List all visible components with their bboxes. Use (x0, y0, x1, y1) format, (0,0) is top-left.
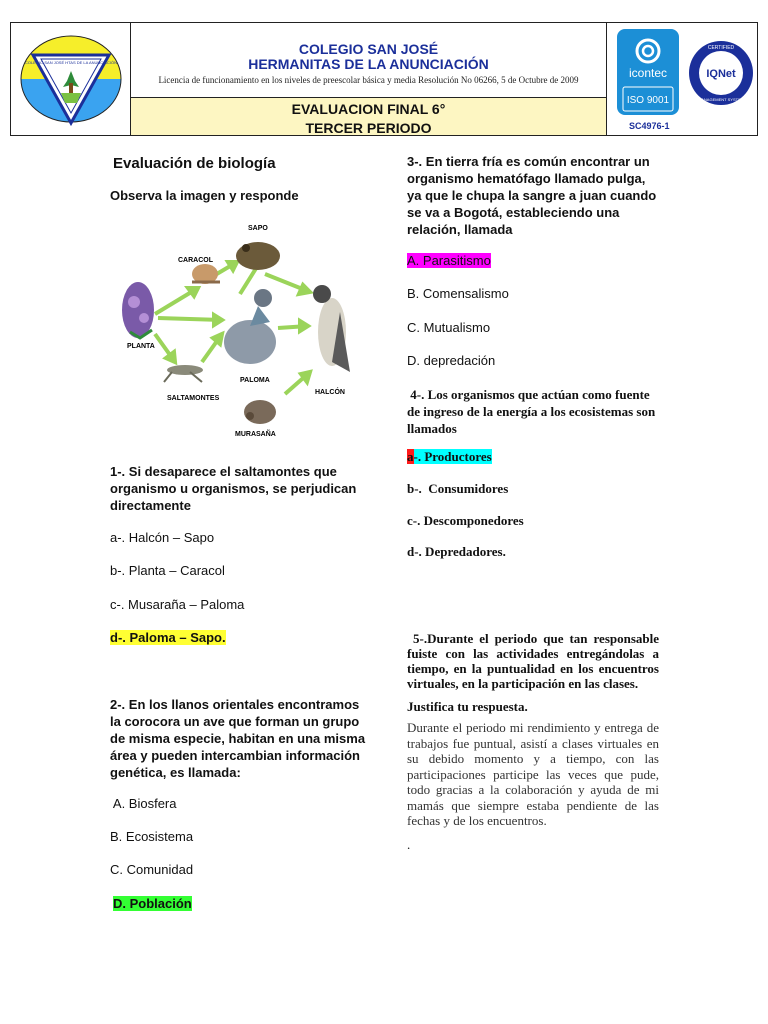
q4-option-c: c-. Descomponedores (407, 513, 524, 528)
q2-option-b: B. Ecosistema (110, 829, 194, 844)
iqnet-certified: CERTIFIED (707, 45, 735, 51)
q3-option-d: D. depredación (407, 353, 496, 368)
iqnet-mgmt: MANAGEMENT SYSTEM (697, 97, 745, 102)
q1-option-a: a-. Halcón – Sapo (110, 530, 215, 545)
icontec-brand: icontec (628, 66, 668, 80)
q4-option-a-answer: -. Productores (413, 449, 492, 464)
q1-option-c: c-. Musaraña – Paloma (110, 597, 245, 612)
school-name-line2: HERMANITAS DE LA ANUNCIACIÓN (248, 56, 489, 72)
license-text: Licencia de funcionamiento en los niveles de preescolar básica y media Resolución No 06266, 5 de Octubre de 2009 (158, 75, 579, 85)
icontec-logo (613, 27, 683, 123)
school-logo-cell (11, 23, 131, 135)
title-cell (131, 23, 607, 98)
food-web-image (110, 222, 360, 437)
toad-illustration (236, 242, 280, 270)
iso-label: ISO 9001 (626, 95, 670, 106)
label-sapo: SAPO (248, 225, 268, 232)
q3-question: 3-. En tierra fría es común encontrar un organismo hematófago llamado pulga, ya que le chupa la sangre a juan cuando se va a Bogotá, estableciendo una relación, llamada (407, 154, 657, 237)
q2-option-c: C. Comunidad (110, 862, 194, 877)
school-name-line1: COLEGIO SAN JOSÉ (298, 41, 439, 57)
instruction-text: Observa la imagen y responde (110, 188, 299, 203)
q4-question: 4-. Los organismos que actúan como fuente de ingreso de la energía a los ecosistemas son llamados (407, 387, 659, 436)
q1-option-d-answer: d-. Paloma – Sapo. (110, 630, 226, 645)
label-saltamontes: SALTAMONTES (167, 395, 220, 402)
cert-code: SC4976-1 (629, 121, 670, 131)
q3-option-a-answer: A. Parasitismo (407, 253, 491, 268)
page-title: Evaluación de biología (113, 155, 276, 172)
q2-option-d-answer: D. Población (113, 896, 192, 911)
label-planta: PLANTA (127, 343, 155, 350)
q3-option-b: B. Comensalismo (407, 286, 509, 301)
q5-justify-label: Justifica tu respuesta. (407, 699, 528, 714)
logo-text: COLEGIO SAN JOSÉ HTAS DE LA ANUNCIACIÓN (25, 60, 117, 65)
q5-question: 5-.Durante el periodo que tan responsable fuiste con las actividades entregándolas a tiempo, en la puntualidad en los encuentros virtuales, en la participación en las clases. (407, 631, 663, 691)
exam-title: EVALUACION FINAL 6° (291, 101, 446, 117)
q2-option-a: A. Biosfera (110, 796, 177, 811)
q5-answer-text: Durante el periodo mi rendimiento y entrega de trabajos fue puntual, asistí a clases virtuales en su debido momento y a tiempo, con las participaciones participe las veces que pude, todo gracias a la colaboración y ayuda de mi mamás que siempre estaba pendiente de las fechas y de los encuentros. (407, 720, 659, 828)
snail-illustration (192, 264, 220, 284)
falcon-illustration (313, 285, 350, 372)
shrew-illustration (244, 400, 276, 424)
school-logo (11, 23, 131, 135)
plant-illustration (122, 282, 154, 338)
label-paloma: PALOMA (240, 377, 270, 384)
grasshopper-illustration (164, 365, 203, 382)
q3-option-c: C. Mutualismo (407, 320, 491, 335)
iqnet-logo (685, 35, 757, 115)
q2-question: 2-. En los llanos orientales encontramos la corocora un ave que forman un grupo de misma especie, habitan en una misma área y pueden intercambian información genética, es llamada: (110, 697, 366, 780)
q4-option-d: d-. Depredadores. (407, 544, 506, 559)
label-caracol: CARACOL (178, 257, 213, 264)
exam-title-cell (131, 98, 607, 135)
certification-logos (607, 23, 757, 135)
q1-question: 1-. Si desaparece el saltamontes que organismo u organismos, se perjudican directamente (110, 464, 357, 513)
q4-option-b: b-. Consumidores (407, 481, 509, 496)
q1-option-b: b-. Planta – Caracol (110, 563, 225, 578)
exam-period: TERCER PERIODO (305, 120, 432, 136)
q5-trailing-dot: . (407, 837, 411, 852)
iqnet-text: IQNet (706, 68, 736, 80)
pigeon-illustration (224, 289, 276, 364)
label-musarana: MURASAÑA (235, 431, 276, 437)
label-halcon: HALCÓN (315, 389, 345, 396)
document-header (10, 22, 758, 136)
q4-option-a-marker: a (407, 449, 414, 464)
